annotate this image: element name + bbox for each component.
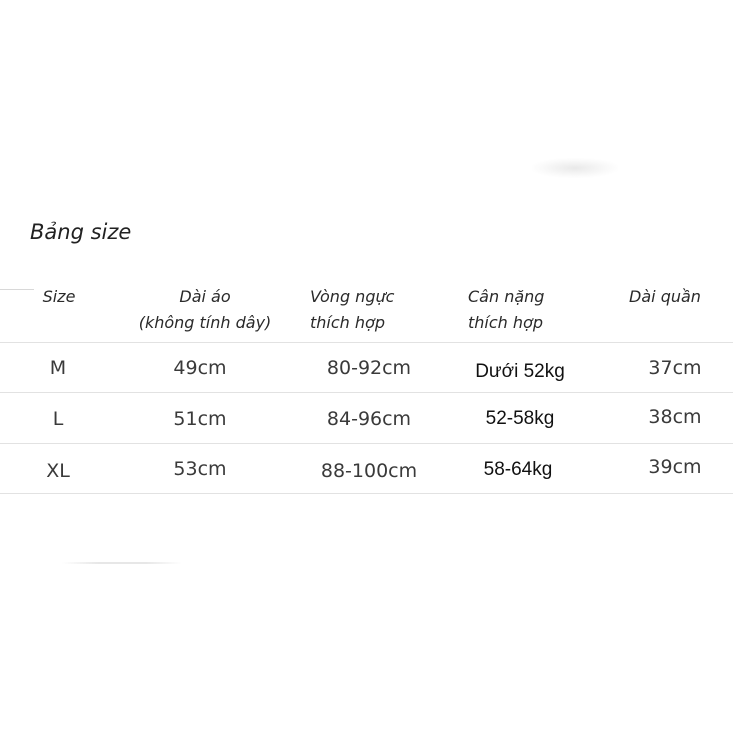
- background-faint-line: [62, 562, 182, 564]
- row-divider: [0, 493, 733, 494]
- header-weight-line1: Cân nặng: [468, 287, 545, 306]
- header-pants-length: [620, 284, 710, 310]
- header-chest-line1: Vòng ngực: [310, 287, 395, 306]
- cell-shirt-length: 51cm: [173, 408, 227, 430]
- header-weight-line2: thích hợp: [468, 313, 543, 332]
- page-title: Bảng size: [30, 220, 132, 244]
- cell-weight: 58-64kg: [483, 459, 553, 480]
- cell-shirt-length: 49cm: [173, 357, 227, 379]
- header-divider-stub: [0, 289, 34, 290]
- cell-size: XL: [46, 460, 70, 482]
- cell-pants-length: 38cm: [648, 406, 702, 428]
- row-divider: [0, 443, 733, 444]
- row-divider: [0, 392, 733, 393]
- header-size: [38, 284, 80, 310]
- cell-pants-length: 37cm: [648, 357, 702, 379]
- cell-shirt-length: 53cm: [173, 458, 227, 480]
- header-size-label: Size: [42, 287, 76, 306]
- background-smudge: [532, 158, 618, 178]
- header-weight: [468, 284, 568, 336]
- cell-weight: 52-58kg: [485, 408, 555, 429]
- cell-size: L: [52, 408, 64, 430]
- cell-chest: 84-96cm: [326, 408, 412, 430]
- cell-chest: 80-92cm: [326, 357, 412, 379]
- cell-size: M: [49, 357, 67, 379]
- header-chest: [310, 284, 410, 336]
- cell-pants-length: 39cm: [648, 456, 702, 478]
- row-divider: [0, 342, 733, 343]
- header-pants-length-label: Dài quần: [629, 287, 701, 306]
- header-shirt-length-line2: (không tính dây): [138, 313, 272, 332]
- header-chest-line2: thích hợp: [310, 313, 385, 332]
- cell-weight: Dưới 52kg: [475, 361, 565, 382]
- cell-chest: 88-100cm: [320, 460, 418, 482]
- header-shirt-length-line1: Dài áo: [179, 287, 231, 306]
- header-shirt-length: [125, 284, 285, 336]
